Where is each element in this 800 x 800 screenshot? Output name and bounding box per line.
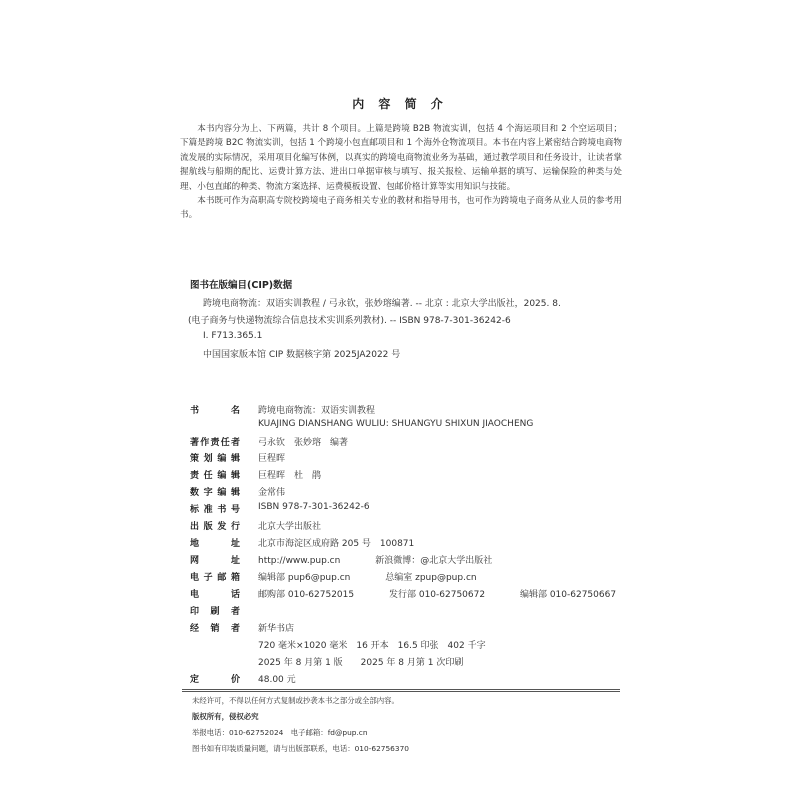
website-url[interactable]: http://www.pup.cn bbox=[258, 556, 341, 566]
phone-label: 电 话 bbox=[190, 590, 240, 600]
printer-label: 印刷者 bbox=[190, 607, 240, 617]
email-general[interactable]: 总编室 zpup@pup.cn bbox=[385, 573, 477, 583]
phone-value bbox=[258, 587, 616, 600]
phone-editorial: 编辑部 010-62750667 bbox=[519, 590, 617, 600]
email-editorial[interactable]: 编辑部 pup6@pup.cn bbox=[258, 573, 351, 583]
book-name-value: 跨境电商物流：双语实训教程 bbox=[258, 406, 376, 416]
price-value: 48.00 元 bbox=[258, 675, 296, 685]
cip-line-2: (电子商务与快递物流综合信息技术实训系列教材). -- ISBN 978-7-301-36242-6 bbox=[188, 316, 511, 326]
digital-editor-label: 数字编辑 bbox=[190, 488, 240, 498]
email-value bbox=[258, 570, 477, 583]
author-label: 著作责任者 bbox=[190, 438, 240, 448]
summary-paragraph-2: 本书既可作为高职高专院校跨境电子商务相关专业的教材和指导用书，也可作为跨境电子商务从业人员的参考用书。 bbox=[180, 196, 622, 221]
weibo-handle: 新浪微博：@北京大学出版社 bbox=[375, 556, 493, 566]
footer-notice: 未经许可，不得以任何方式复制或抄袭本书之部分或全部内容。 bbox=[192, 696, 399, 705]
phone-distribution: 发行部 010-62750672 bbox=[388, 590, 486, 600]
book-name-pinyin: KUAJING DIANSHANG WULIU: SHUANGYU SHIXUN JIAOCHENG bbox=[258, 419, 534, 429]
website-label: 网 址 bbox=[190, 556, 240, 566]
publisher-value: 北京大学出版社 bbox=[258, 522, 322, 532]
responsible-editor-label: 责任编辑 bbox=[190, 471, 240, 481]
publisher-label: 出版发行 bbox=[190, 522, 240, 532]
footer-quality-contact: 图书如有印装质量问题，请与出版部联系，电话：010-62756370 bbox=[192, 744, 409, 753]
address-value: 北京市海淀区成府路 205 号 100871 bbox=[258, 539, 415, 549]
summary-title: 内 容 简 介 bbox=[352, 97, 448, 111]
footer-divider-bottom bbox=[182, 691, 620, 692]
cip-line-3: Ⅰ. F713.365.1 bbox=[203, 331, 263, 341]
spec-format: 720 毫米×1020 毫米 16 开本 16.5 印张 402 千字 bbox=[258, 641, 486, 651]
footer-divider-top bbox=[182, 689, 620, 690]
digital-editor-value: 金常伟 bbox=[258, 488, 286, 498]
address-label: 地 址 bbox=[190, 539, 240, 549]
summary-body bbox=[180, 122, 622, 223]
cip-title: 图书在版编目(CIP)数据 bbox=[190, 280, 293, 291]
planning-editor-value: 巨程晖 bbox=[258, 454, 286, 464]
phone-mail-order: 邮购部 010-62752015 bbox=[258, 590, 355, 600]
planning-editor-label: 策划编辑 bbox=[190, 454, 240, 464]
summary-paragraph-1: 本书内容分为上、下两篇，共计 8 个项目。上篇是跨境 B2B 物流实训，包括 4 个海运项目和 2 个空运项目；下篇是跨境 B2C 物流实训，包括 1 个跨境小包直邮项目和 1 个海外仓物流项目。本书在内容上紧密结合跨境电商物流发展的实际情况，采用项目化编写体例，以真实的跨境电商物流业务为基础，通过教学项目和任务设计，让读者掌握航线与船期的配比、运费计算方法、进出口单据审核与填写、报关报检、运输单据的填写、运输保险的种类与处理、小包直邮的种类、物流方案选择、运费模板设置、包邮价格计算等实用知识与技能。 bbox=[180, 124, 622, 192]
email-label: 电子邮箱 bbox=[190, 573, 240, 583]
author-value: 弓永钦 张妙瑢 编著 bbox=[258, 438, 349, 448]
book-name-label: 书 名 bbox=[190, 406, 240, 416]
responsible-editor-value: 巨程晖 杜 鹃 bbox=[258, 471, 322, 481]
footer-report-contact bbox=[192, 727, 368, 738]
seller-label: 经销者 bbox=[190, 624, 240, 634]
seller-value: 新华书店 bbox=[258, 624, 295, 634]
spec-edition: 2025 年 8 月第 1 版 2025 年 8 月第 1 次印刷 bbox=[258, 658, 464, 668]
cip-line-4: 中国国家版本馆 CIP 数据核字第 2025JA2022 号 bbox=[203, 350, 401, 360]
website-value bbox=[258, 553, 492, 566]
isbn-value: ISBN 978-7-301-36242-6 bbox=[258, 502, 370, 512]
cip-line-1: 跨境电商物流：双语实训教程 / 弓永钦，张妙瑢编著. -- 北京 : 北京大学出版社，2025. 8. bbox=[203, 299, 561, 309]
price-label: 定 价 bbox=[190, 675, 240, 685]
footer-report-email[interactable]: fd@pup.cn bbox=[327, 728, 368, 737]
isbn-label: 标准书号 bbox=[190, 505, 240, 515]
footer-copyright: 版权所有，侵权必究 bbox=[192, 712, 259, 721]
footer-report-label: 举报电话：010-62752024 电子邮箱： bbox=[192, 728, 328, 737]
